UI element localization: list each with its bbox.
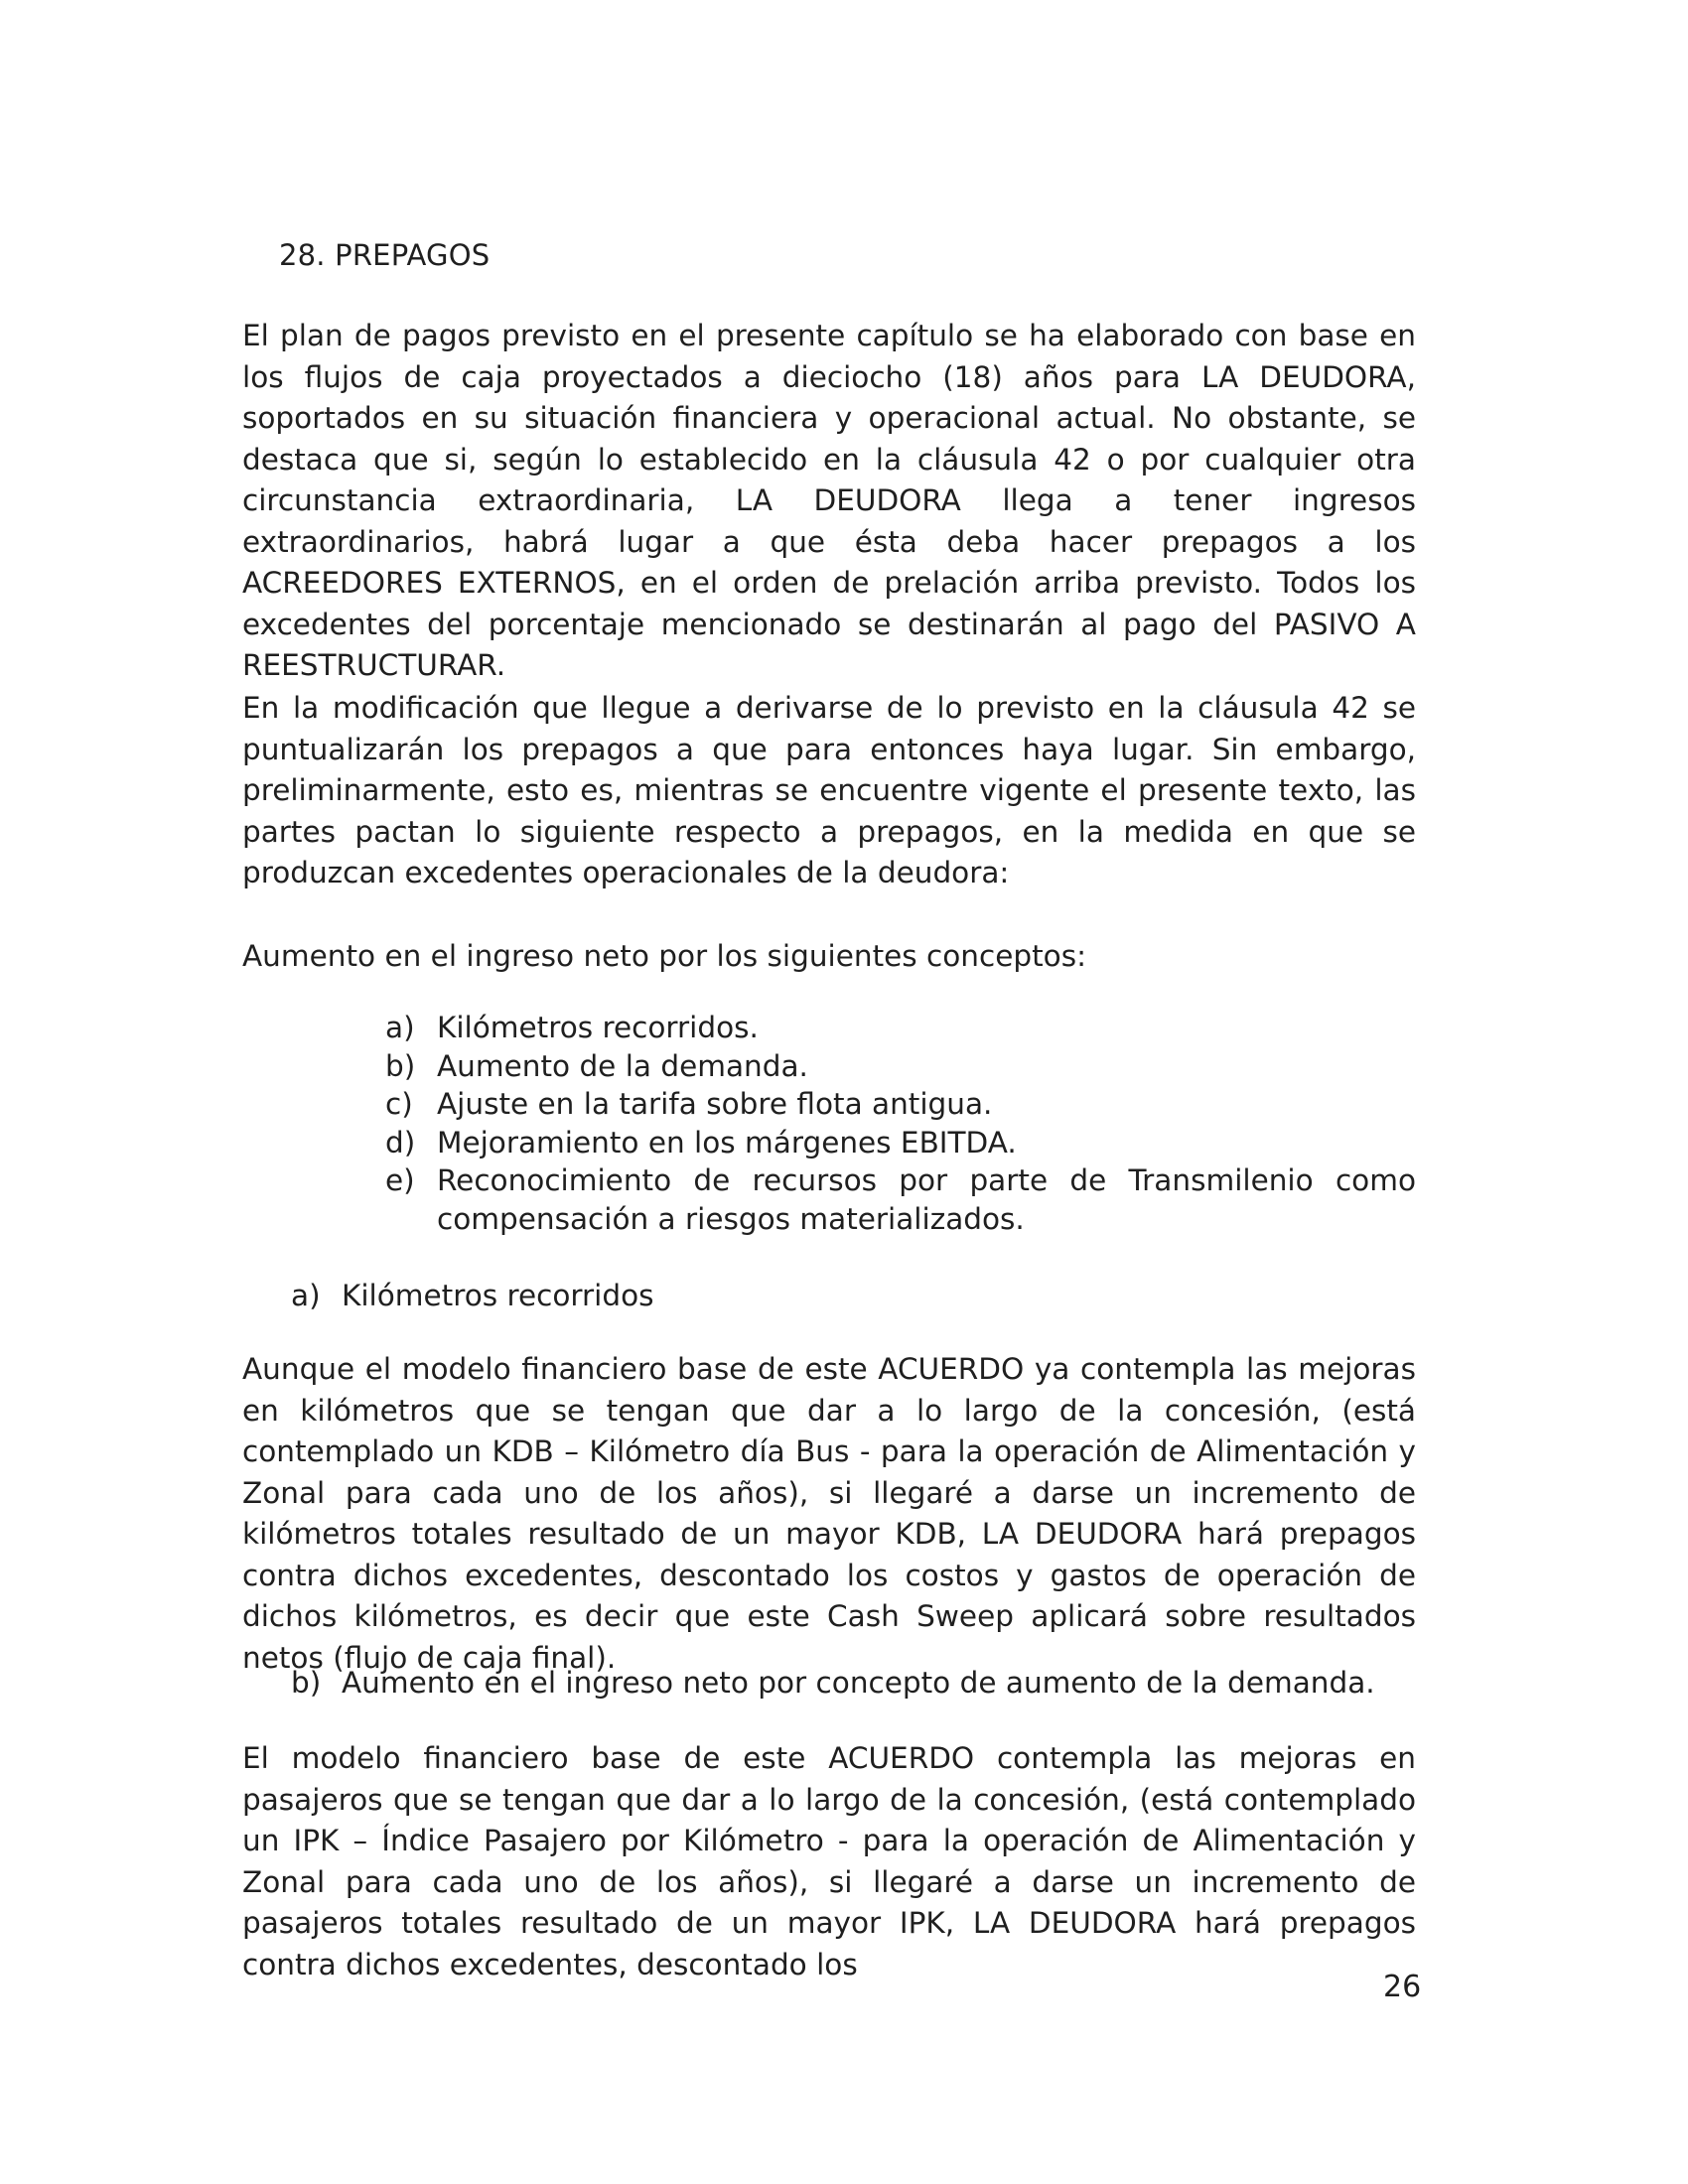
section-heading: 28. PREPAGOS — [279, 238, 491, 272]
list-item-text: Reconocimiento de recursos por parte de Transmilenio como compensación a riesgos materializados. — [437, 1163, 1416, 1236]
intro-paragraph: El plan de pagos previsto en el presente capítulo se ha elaborado con base en los flujos de caja proyectados a dieciocho (18) años para LA DEUDORA, soportados en su situación financiera y operacional actual. No obstante, se destaca que si, según lo establecido en la cláusula 42 o por cualquier otra circunstancia extraordinaria, LA DEUDORA llega a tener ingresos extraordinarios, habrá lugar a que ésta deba hacer prepagos a los ACREEDORES EXTERNOS, en el orden de prelación arriba previsto. Todos los excedentes del porcentaje mencionado se destinarán al pago del PASIVO A REESTRUCTURAR. — [242, 319, 1416, 682]
modification-paragraph: En la modificación que llegue a derivarse de lo previsto en la cláusula 42 se puntualizarán los prepagos a que para entonces haya lugar. Sin embargo, preliminarmente, esto es, mientras se encuentre vigente el presente texto, las partes pactan lo siguiente respecto a prepagos, en la medida en que se produzcan excedentes operacionales de la deudora: — [242, 691, 1416, 889]
list-item — [385, 1047, 1416, 1086]
list-item-text: Aumento de la demanda. — [437, 1048, 808, 1083]
subsection-heading-demand — [291, 1666, 1375, 1700]
subsection-marker: a) — [291, 1279, 321, 1312]
subsection-heading-kilometers — [291, 1279, 654, 1312]
subsection-title: Kilómetros recorridos — [342, 1279, 654, 1312]
list-item-marker: b) — [385, 1048, 416, 1083]
list-item — [385, 1161, 1416, 1238]
list-item — [385, 1085, 1416, 1124]
list-item-text: Ajuste en la tarifa sobre flota antigua. — [437, 1087, 993, 1121]
subsection-marker: b) — [291, 1666, 322, 1700]
list-item-text: Kilómetros recorridos. — [437, 1011, 759, 1044]
list-item-marker: c) — [385, 1087, 413, 1121]
list-item-marker: d) — [385, 1125, 416, 1160]
list-item — [385, 1124, 1416, 1162]
concepts-list — [385, 1009, 1416, 1238]
list-item-marker: e) — [385, 1163, 415, 1197]
page-number: 26 — [1383, 1970, 1422, 2004]
list-item — [385, 1009, 1416, 1047]
list-item-marker: a) — [385, 1011, 415, 1044]
subsection-title: Aumento en el ingreso neto por concepto de aumento de la demanda. — [342, 1666, 1375, 1700]
demand-paragraph: El modelo financiero base de este ACUERDO contempla las mejoras en pasajeros que se tengan que dar a lo largo de la concesión, (está contemplado un IPK – Índice Pasajero por Kilómetro - para la operación de Alimentación y Zonal para cada uno de los años), si llegaré a darse un incremento de pasajeros totales resultado de un mayor IPK, LA DEUDORA hará prepagos contra dichos excedentes, descontado los — [242, 1741, 1416, 1981]
increase-paragraph: Aumento en el ingreso neto por los siguientes conceptos: — [242, 939, 1087, 973]
list-item-text: Mejoramiento en los márgenes EBITDA. — [437, 1125, 1017, 1160]
kilometers-paragraph: Aunque el modelo financiero base de este ACUERDO ya contempla las mejoras en kilómetros que se tengan que dar a lo largo de la concesión, (está contemplado un KDB – Kilómetro día Bus - para la operación de Alimentación y Zonal para cada uno de los años), si llegaré a darse un incremento de kilómetros totales resultado de un mayor KDB, LA DEUDORA hará prepagos contra dichos excedentes, descontado los costos y gastos de operación de dichos kilómetros, es decir que este Cash Sweep aplicará sobre resultados netos (flujo de caja final). — [242, 1352, 1416, 1675]
